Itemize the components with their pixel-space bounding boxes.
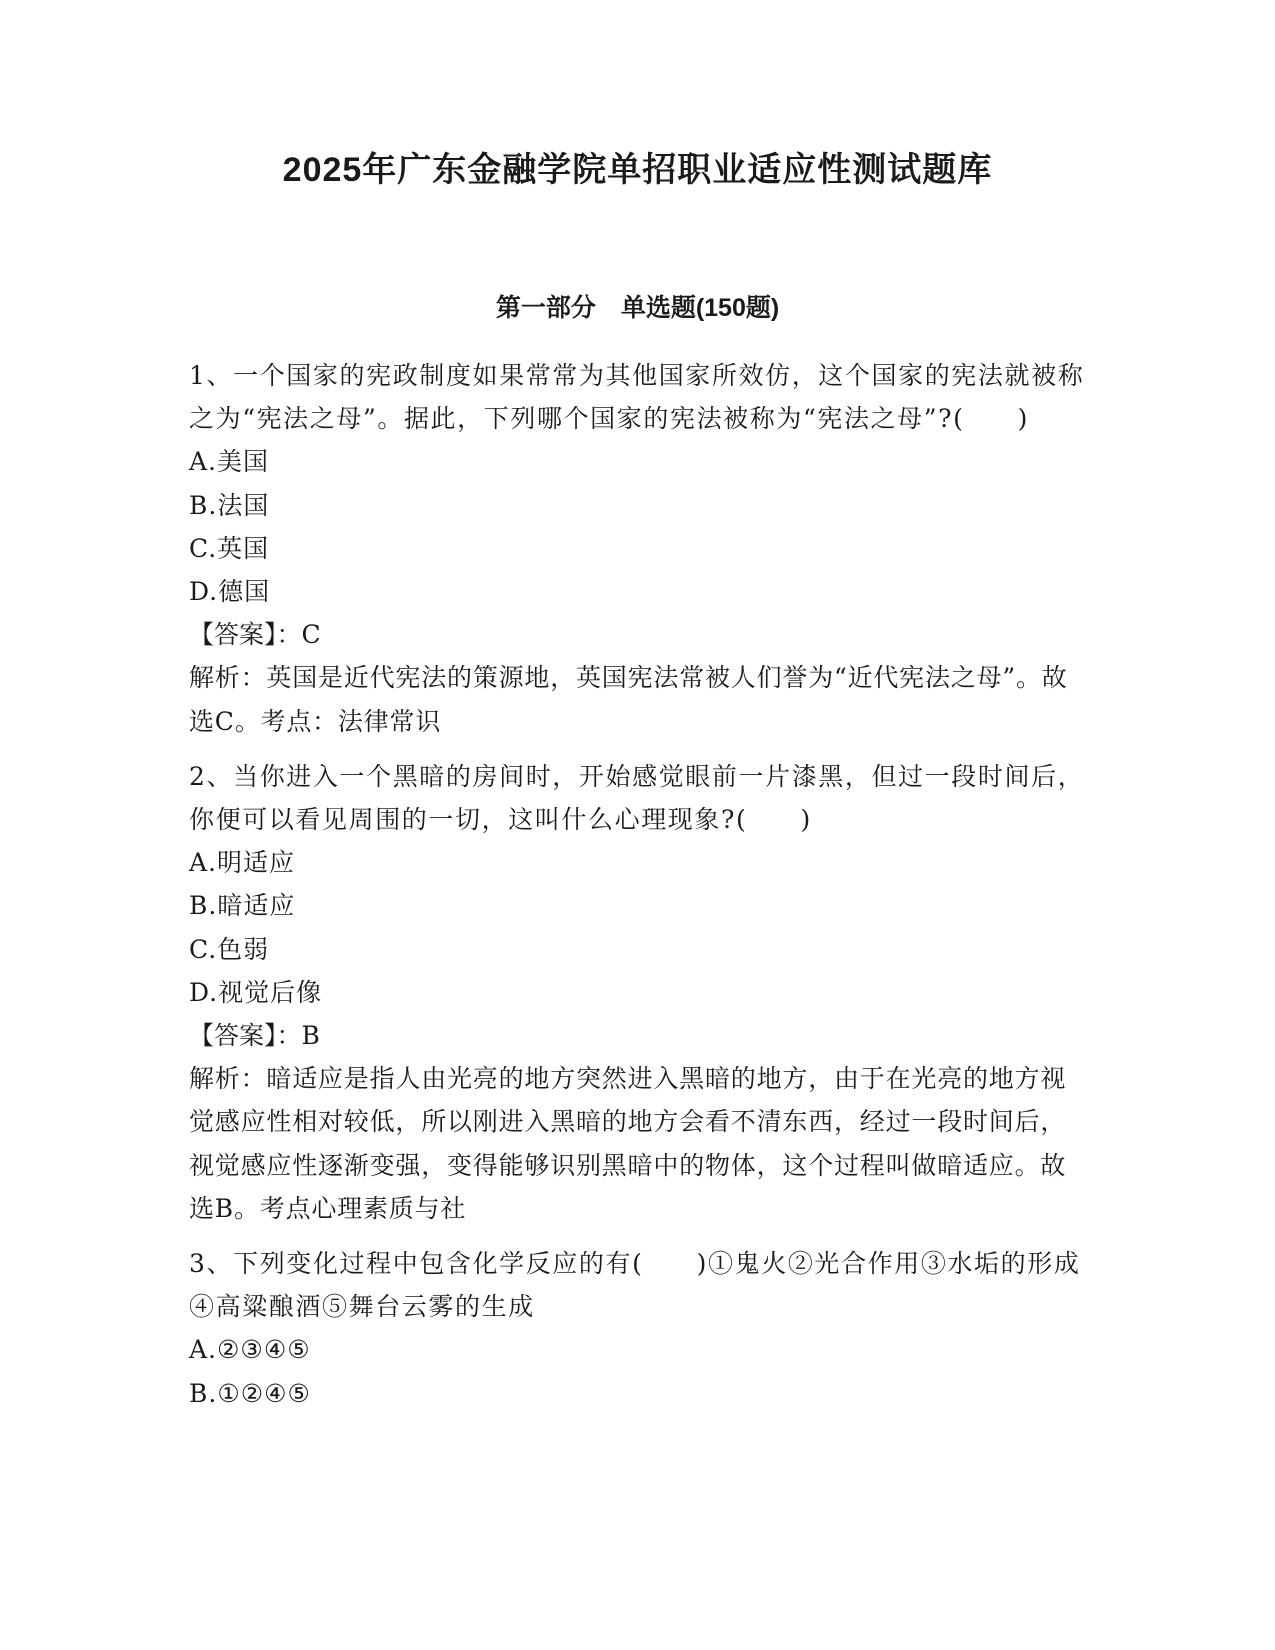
option-a: A.美国 bbox=[189, 447, 270, 477]
question-stem: 1、一个国家的宪政制度如果常常为其他国家所效仿，这个国家的宪法就被称之为“宪法之母”。据此，下列哪个国家的宪法被称为“宪法之母”?( ) bbox=[189, 361, 1085, 434]
option-d: D.视觉后像 bbox=[189, 977, 323, 1007]
question-item bbox=[189, 1242, 1089, 1415]
option-a: A.②③④⑤ bbox=[189, 1335, 311, 1365]
question-list bbox=[189, 354, 1089, 1427]
option-b: B.①②④⑤ bbox=[189, 1378, 311, 1408]
analysis-text: 解析：英国是近代宪法的策源地，英国宪法常被人们誉为“近代宪法之母”。故选C。考点：法律常识 bbox=[189, 663, 1068, 736]
option-c: C.英国 bbox=[189, 533, 270, 563]
answer-line: 【答案】：B bbox=[189, 1021, 320, 1051]
option-b: B.法国 bbox=[189, 490, 270, 520]
analysis-text: 解析：暗适应是指人由光亮的地方突然进入黑暗的地方，由于在光亮的地方视觉感应性相对较低，所以刚进入黑暗的地方会看不清东西，经过一段时间后，视觉感应性逐渐变强，变得能够识别黑暗中的物体，这个过程叫做暗适应。故选B。考点心理素质与社 bbox=[189, 1064, 1067, 1223]
question-item bbox=[189, 354, 1089, 743]
document-title: 2025年广东金融学院单招职业适应性测试题库 bbox=[282, 151, 993, 189]
question-stem: 3、下列变化过程中包含化学反应的有( )①鬼火②光合作用③水垢的形成④高粱酿酒⑤舞台云雾的生成 bbox=[189, 1249, 1081, 1322]
answer-line: 【答案】：C bbox=[189, 620, 321, 650]
question-item bbox=[189, 755, 1089, 1230]
option-d: D.德国 bbox=[189, 577, 271, 607]
question-stem: 2、当你进入一个黑暗的房间时，开始感觉眼前一片漆黑，但过一段时间后，你便可以看见周围的一切，这叫什么心理现象?( ) bbox=[189, 761, 1085, 835]
section-title: 第一部分 单选题(150题) bbox=[495, 294, 780, 322]
option-b: B.暗适应 bbox=[189, 891, 296, 921]
option-c: C.色弱 bbox=[189, 934, 270, 964]
option-a: A.明适应 bbox=[189, 848, 296, 878]
